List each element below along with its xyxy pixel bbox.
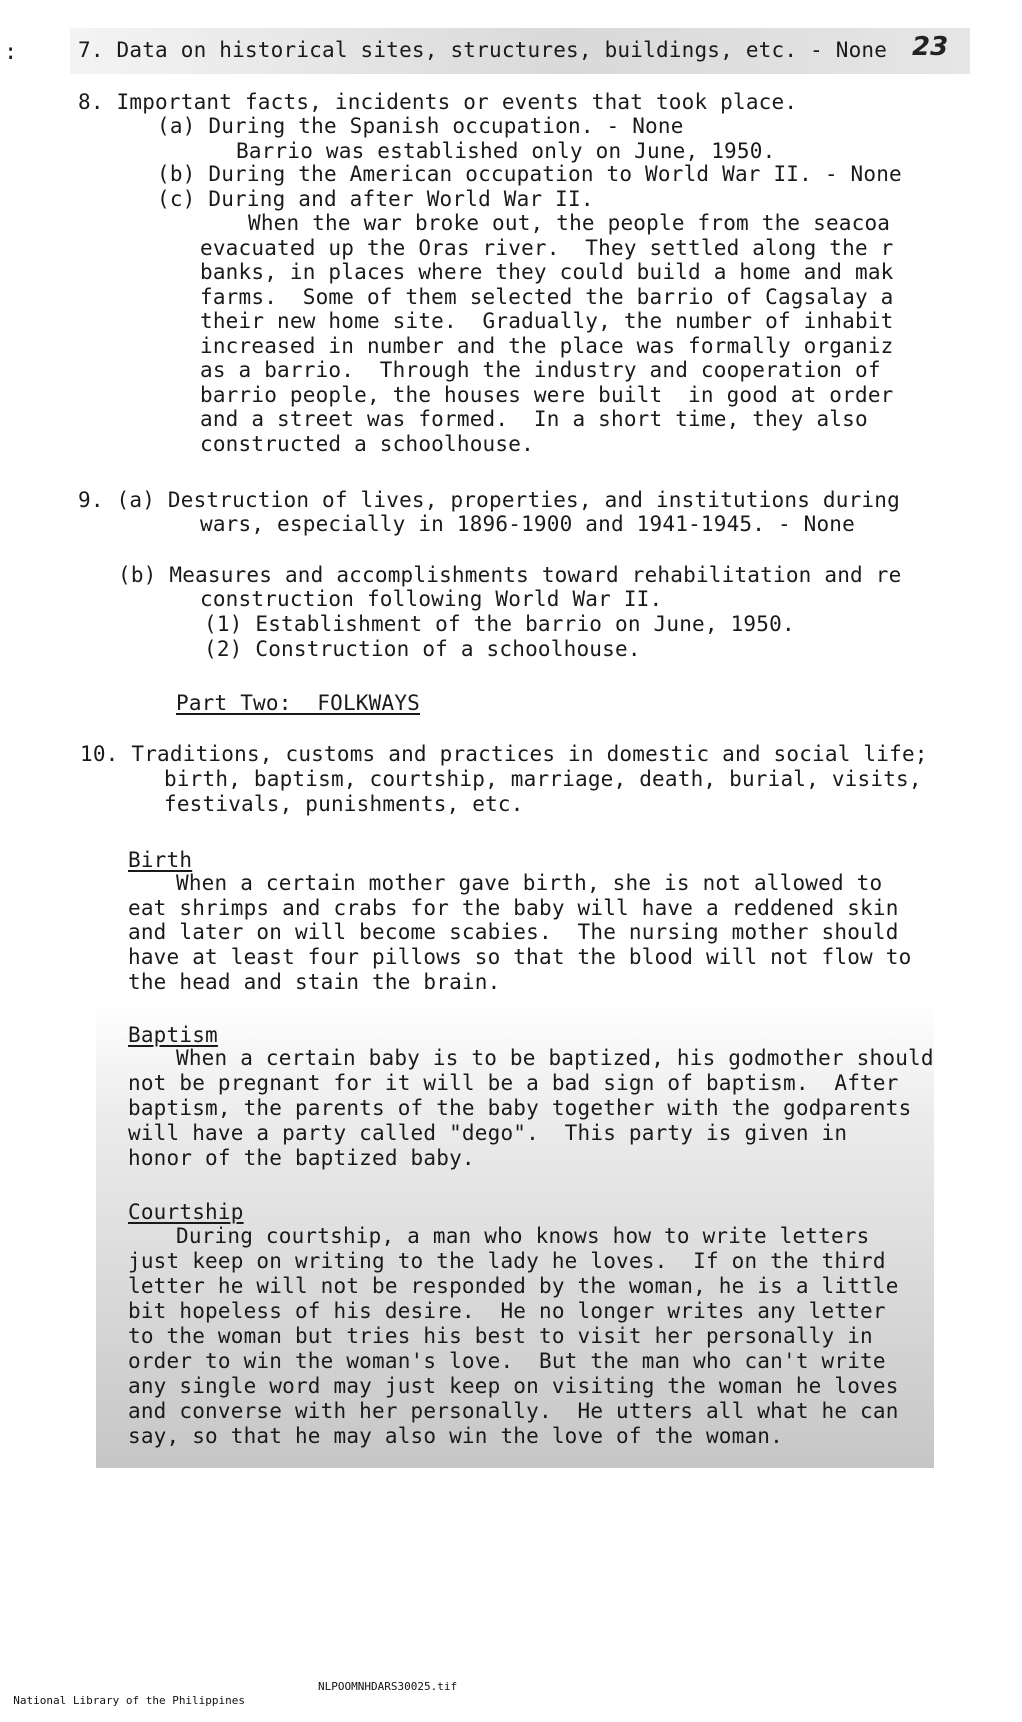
item-8c-text: constructed a schoolhouse.	[200, 432, 534, 456]
birth-text: eat shrimps and crabs for the baby will have a reddened skin	[128, 896, 899, 920]
birth-text: When a certain mother gave birth, she is not allowed to	[176, 871, 883, 895]
courtship-text: to the woman but tries his best to visit her personally in	[128, 1324, 873, 1348]
item-8c-text: When the war broke out, the people from the seacoa	[248, 211, 891, 235]
item-8-heading: 8. Important facts, incidents or events that took place.	[78, 90, 798, 114]
baptism-heading: Baptism	[128, 1023, 218, 1047]
courtship-heading: Courtship	[128, 1200, 244, 1224]
courtship-text: and converse with her personally. He utters all what he can	[128, 1399, 899, 1423]
courtship-text: order to win the woman's love. But the man who can't write	[128, 1349, 886, 1373]
item-8c-text: increased in number and the place was formally organiz	[200, 334, 894, 358]
item-8c: (c) During and after World War II.	[157, 187, 594, 211]
birth-text: the head and stain the brain.	[128, 970, 501, 994]
courtship-text: say, so that he may also win the love of the woman.	[128, 1424, 783, 1448]
item-9a: 9. (a) Destruction of lives, properties, and institutions during	[78, 488, 900, 512]
item-7: 7. Data on historical sites, structures, buildings, etc. - None	[78, 38, 888, 62]
part-two-heading: Part Two: FOLKWAYS	[176, 691, 421, 715]
item-8c-text: banks, in places where they could build a home and mak	[200, 260, 894, 284]
item-8c-text: their new home site. Gradually, the number of inhabit	[200, 309, 894, 333]
item-9b: (b) Measures and accomplishments toward rehabilitation and re	[118, 563, 902, 587]
item-10-cont: birth, baptism, courtship, marriage, death, burial, visits,	[164, 767, 922, 791]
margin-mark: :	[4, 40, 18, 65]
baptism-text: not be pregnant for it will be a bad sign of baptism. After	[128, 1071, 899, 1095]
item-9b-1: (1) Establishment of the barrio on June, 1950.	[204, 612, 795, 636]
birth-heading: Birth	[128, 848, 193, 872]
footer-file-ref: NLPOOMNHDARS30025.tif	[318, 1680, 458, 1693]
baptism-text: will have a party called "dego". This party is given in	[128, 1121, 848, 1145]
courtship-text: During courtship, a man who knows how to write letters	[176, 1224, 870, 1248]
footer-library: National Library of the Philippines	[13, 1694, 246, 1707]
item-8c-text: as a barrio. Through the industry and cooperation of	[200, 358, 881, 382]
item-8c-text: evacuated up the Oras river. They settled along the r	[200, 236, 894, 260]
courtship-text: bit hopeless of his desire. He no longer writes any letter	[128, 1299, 886, 1323]
courtship-text: letter he will not be responded by the woman, he is a little	[128, 1274, 899, 1298]
item-8a-note: Barrio was established only on June, 1950.	[236, 139, 776, 163]
item-10: 10. Traditions, customs and practices in domestic and social life;	[80, 742, 928, 766]
item-8c-text: farms. Some of them selected the barrio of Cagsalay a	[200, 285, 894, 309]
courtship-text: just keep on writing to the lady he loves. If on the third	[128, 1249, 886, 1273]
birth-text: and later on will become scabies. The nursing mother should	[128, 920, 899, 944]
item-10-cont: festivals, punishments, etc.	[164, 792, 524, 816]
item-9b-2: (2) Construction of a schoolhouse.	[204, 637, 641, 661]
item-9b-cont: construction following World War II.	[200, 587, 663, 611]
item-9a-cont: wars, especially in 1896-1900 and 1941-1945. - None	[200, 512, 855, 536]
baptism-text: baptism, the parents of the baby together with the godparents	[128, 1096, 912, 1120]
courtship-text: any single word may just keep on visiting the woman he loves	[128, 1374, 899, 1398]
item-8a: (a) During the Spanish occupation. - None	[157, 114, 684, 138]
baptism-text: When a certain baby is to be baptized, his godmother should	[176, 1046, 934, 1070]
page-number: 23	[912, 32, 949, 62]
item-8c-text: barrio people, the houses were built in good at order	[200, 383, 894, 407]
baptism-text: honor of the baptized baby.	[128, 1146, 475, 1170]
item-8b: (b) During the American occupation to World War II. - None	[157, 162, 902, 186]
scan-footer	[0, 1680, 458, 1722]
item-8c-text: and a street was formed. In a short time, they also	[200, 407, 868, 431]
birth-text: have at least four pillows so that the blood will not flow to	[128, 945, 912, 969]
